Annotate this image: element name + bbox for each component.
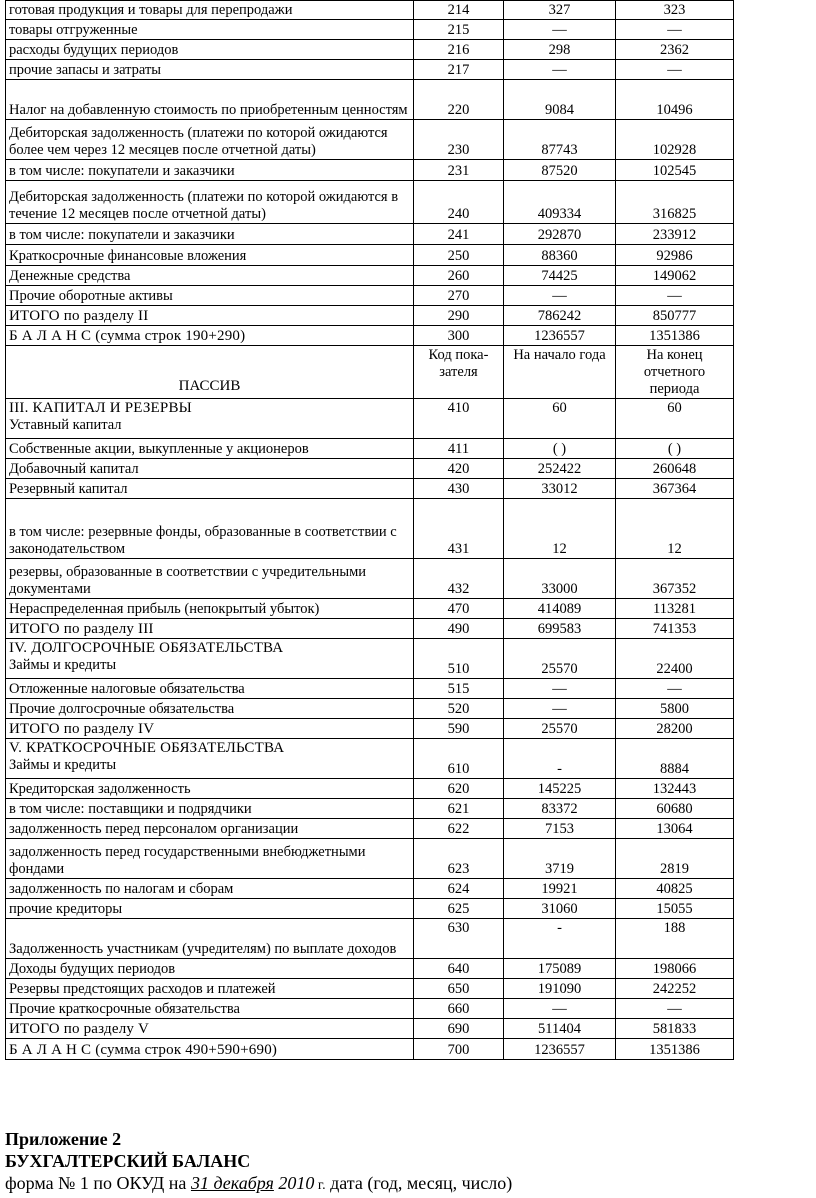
- row-code: 621: [414, 799, 504, 819]
- row-start: 786242: [504, 306, 616, 326]
- row-label: Отложенные налоговые обязательства: [6, 679, 414, 699]
- row-code: 230: [414, 120, 504, 160]
- row-start: 252422: [504, 459, 616, 479]
- row-start: 88360: [504, 245, 616, 266]
- row-code: 623: [414, 839, 504, 879]
- row-code: 410: [414, 399, 504, 439]
- row-label: задолженность по налогам и сборам: [6, 879, 414, 899]
- row-label: ИТОГО по разделу V: [6, 1019, 414, 1039]
- row-end: 367352: [616, 559, 734, 599]
- row-end: —: [616, 20, 734, 40]
- row-code: 650: [414, 979, 504, 999]
- row-code: 420: [414, 459, 504, 479]
- table-row: [6, 959, 734, 979]
- footer: [5, 1128, 512, 1197]
- form-prefix: форма № 1 по ОКУД на: [5, 1173, 191, 1193]
- row-start: —: [504, 999, 616, 1019]
- row-code: 620: [414, 779, 504, 799]
- table-row: [6, 879, 734, 899]
- table-row: [6, 559, 734, 599]
- row-end: 367364: [616, 479, 734, 499]
- row-start: 511404: [504, 1019, 616, 1039]
- table-row: [6, 1, 734, 20]
- row-end: 10496: [616, 80, 734, 120]
- row-label: ИТОГО по разделу III: [6, 619, 414, 639]
- row-label: [6, 399, 414, 439]
- row-code: 432: [414, 559, 504, 599]
- header-passive: ПАССИВ: [6, 346, 414, 399]
- table-row: [6, 160, 734, 181]
- row-code: 640: [414, 959, 504, 979]
- row-label: Прочие долгосрочные обязательства: [6, 699, 414, 719]
- form-g: г.: [314, 1178, 326, 1193]
- row-end: 198066: [616, 959, 734, 979]
- row-end: 316825: [616, 181, 734, 224]
- row-end: 102928: [616, 120, 734, 160]
- row-end: 15055: [616, 899, 734, 919]
- row-code: 625: [414, 899, 504, 919]
- row-end: 92986: [616, 245, 734, 266]
- table-row: [6, 459, 734, 479]
- row-label: [6, 639, 414, 679]
- row-end: 40825: [616, 879, 734, 899]
- table-row: [6, 919, 734, 959]
- row-label: Кредиторская задолженность: [6, 779, 414, 799]
- row-start: 175089: [504, 959, 616, 979]
- row-code: 470: [414, 599, 504, 619]
- table-row: [6, 979, 734, 999]
- row-code: 510: [414, 639, 504, 679]
- table-row: [6, 439, 734, 459]
- row-label: в том числе: резервные фонды, образованные в соответствии с законодательством: [6, 499, 414, 559]
- row-code: 260: [414, 266, 504, 286]
- section-heading: III. КАПИТАЛ И РЕЗЕРВЫ: [9, 400, 192, 416]
- row-code: 430: [414, 479, 504, 499]
- row-end: 113281: [616, 599, 734, 619]
- row-code: 610: [414, 739, 504, 779]
- row-code: 690: [414, 1019, 504, 1039]
- row-code: 624: [414, 879, 504, 899]
- assets-rows: [6, 1, 734, 346]
- table-row: [6, 739, 734, 779]
- row-start: —: [504, 60, 616, 80]
- balance-table: [5, 0, 734, 1060]
- row-label: Прочие оборотные активы: [6, 286, 414, 306]
- row-end: 188: [616, 919, 734, 959]
- row-start: 19921: [504, 879, 616, 899]
- row-end: 1351386: [616, 326, 734, 346]
- row-code: 217: [414, 60, 504, 80]
- row-code: 700: [414, 1039, 504, 1060]
- row-label: ИТОГО по разделу II: [6, 306, 414, 326]
- row-end: 8884: [616, 739, 734, 779]
- row-start: 31060: [504, 899, 616, 919]
- row-label: Краткосрочные финансовые вложения: [6, 245, 414, 266]
- row-label: в том числе: покупатели и заказчики: [6, 224, 414, 245]
- row-code: 214: [414, 1, 504, 20]
- row-start: 145225: [504, 779, 616, 799]
- row-end: 242252: [616, 979, 734, 999]
- row-label: Б А Л А Н С (сумма строк 490+590+690): [6, 1039, 414, 1060]
- row-label: Нераспределенная прибыль (непокрытый убыток): [6, 599, 414, 619]
- table-row: [6, 499, 734, 559]
- row-end: 13064: [616, 819, 734, 839]
- row-end: 12: [616, 499, 734, 559]
- liabilities-header: [6, 346, 734, 399]
- table-row: [6, 40, 734, 60]
- row-end: —: [616, 679, 734, 699]
- row-start: 191090: [504, 979, 616, 999]
- row-start: 292870: [504, 224, 616, 245]
- row-start: —: [504, 699, 616, 719]
- row-label: Собственные акции, выкупленные у акционеров: [6, 439, 414, 459]
- table-row: [6, 999, 734, 1019]
- table-row: [6, 224, 734, 245]
- row-code: 290: [414, 306, 504, 326]
- row-start: 25570: [504, 719, 616, 739]
- form-suffix: дата (год, месяц, число): [325, 1173, 513, 1193]
- row-label: [6, 739, 414, 779]
- table-row: [6, 599, 734, 619]
- row-start: 83372: [504, 799, 616, 819]
- row-label: Дебиторская задолженность (платежи по которой ожидаются в течение 12 месяцев после отчетной даты): [6, 181, 414, 224]
- row-end: 2819: [616, 839, 734, 879]
- row-start: —: [504, 679, 616, 699]
- table-row: [6, 266, 734, 286]
- row-label: Дебиторская задолженность (платежи по которой ожидаются более чем через 12 месяцев после отчетной даты): [6, 120, 414, 160]
- row-end: 60680: [616, 799, 734, 819]
- row-label: резервы, образованные в соответствии с учредительными документами: [6, 559, 414, 599]
- table-row: [6, 679, 734, 699]
- liabilities-rows: [6, 399, 734, 1060]
- row-start: 327: [504, 1, 616, 20]
- section-heading: IV. ДОЛГОСРОЧНЫЕ ОБЯЗАТЕЛЬСТВА: [9, 640, 284, 656]
- table-row: [6, 326, 734, 346]
- row-end: 741353: [616, 619, 734, 639]
- table-row: [6, 60, 734, 80]
- row-end: 581833: [616, 1019, 734, 1039]
- table-row: [6, 779, 734, 799]
- row-code: 660: [414, 999, 504, 1019]
- row-code: 622: [414, 819, 504, 839]
- form-line: [5, 1173, 512, 1193]
- row-start: 414089: [504, 599, 616, 619]
- row-start: 409334: [504, 181, 616, 224]
- row-code: 220: [414, 80, 504, 120]
- row-start: -: [504, 739, 616, 779]
- row-label: Налог на добавленную стоимость по приобретенным ценностям: [6, 80, 414, 120]
- row-end: 5800: [616, 699, 734, 719]
- row-code: 250: [414, 245, 504, 266]
- row-end: —: [616, 60, 734, 80]
- table-row: [6, 619, 734, 639]
- table-row: [6, 839, 734, 879]
- row-start: 699583: [504, 619, 616, 639]
- row-end: 28200: [616, 719, 734, 739]
- row-code: 241: [414, 224, 504, 245]
- table-row: [6, 819, 734, 839]
- row-start: —: [504, 286, 616, 306]
- row-end: 149062: [616, 266, 734, 286]
- row-code: 490: [414, 619, 504, 639]
- row-start: 33000: [504, 559, 616, 599]
- appendix-label: Приложение 2: [5, 1129, 122, 1149]
- row-start: —: [504, 20, 616, 40]
- row-label: Резервы предстоящих расходов и платежей: [6, 979, 414, 999]
- row-end: —: [616, 999, 734, 1019]
- document-title: БУХГАЛТЕРСКИЙ БАЛАНС: [5, 1151, 251, 1171]
- table-row: [6, 181, 734, 224]
- table-row: [6, 80, 734, 120]
- table-row: [6, 306, 734, 326]
- table-row: [6, 286, 734, 306]
- row-end: 2362: [616, 40, 734, 60]
- row-start: 1236557: [504, 326, 616, 346]
- row-end: ( ): [616, 439, 734, 459]
- table-row: [6, 20, 734, 40]
- row-label: Б А Л А Н С (сумма строк 190+290): [6, 326, 414, 346]
- row-label: ИТОГО по разделу IV: [6, 719, 414, 739]
- row-label: Резервный капитал: [6, 479, 414, 499]
- header-end: На конец отчетного периода: [616, 346, 734, 399]
- row-label: Задолженность участникам (учредителям) по выплате доходов: [6, 919, 414, 959]
- row-start: 60: [504, 399, 616, 439]
- row-start: 25570: [504, 639, 616, 679]
- table-row: [6, 479, 734, 499]
- row-sublabel: Займы и кредиты: [9, 657, 117, 673]
- row-code: 215: [414, 20, 504, 40]
- row-start: 298: [504, 40, 616, 60]
- row-end: 323: [616, 1, 734, 20]
- table-row: [6, 1019, 734, 1039]
- row-label: Добавочный капитал: [6, 459, 414, 479]
- row-code: 520: [414, 699, 504, 719]
- table-row: [6, 639, 734, 679]
- row-code: 590: [414, 719, 504, 739]
- row-sublabel: Займы и кредиты: [9, 757, 117, 773]
- header-start: На начало года: [504, 346, 616, 399]
- header-code: Код пока-зателя: [414, 346, 504, 399]
- row-label: товары отгруженные: [6, 20, 414, 40]
- row-end: 233912: [616, 224, 734, 245]
- row-start: 74425: [504, 266, 616, 286]
- row-label: расходы будущих периодов: [6, 40, 414, 60]
- row-start: 7153: [504, 819, 616, 839]
- row-start: 1236557: [504, 1039, 616, 1060]
- row-label: прочие кредиторы: [6, 899, 414, 919]
- row-code: 216: [414, 40, 504, 60]
- row-sublabel: Уставный капитал: [9, 417, 122, 433]
- row-start: 87520: [504, 160, 616, 181]
- row-start: 33012: [504, 479, 616, 499]
- table-row: [6, 120, 734, 160]
- row-code: 431: [414, 499, 504, 559]
- row-code: 411: [414, 439, 504, 459]
- row-start: 9084: [504, 80, 616, 120]
- table-row: [6, 719, 734, 739]
- row-code: 630: [414, 919, 504, 959]
- table-row: [6, 1039, 734, 1060]
- table-row: [6, 899, 734, 919]
- table-row: [6, 399, 734, 439]
- row-end: 1351386: [616, 1039, 734, 1060]
- row-end: 102545: [616, 160, 734, 181]
- row-label: в том числе: покупатели и заказчики: [6, 160, 414, 181]
- row-end: 22400: [616, 639, 734, 679]
- row-label: в том числе: поставщики и подрядчики: [6, 799, 414, 819]
- row-code: 231: [414, 160, 504, 181]
- row-end: 132443: [616, 779, 734, 799]
- row-start: 87743: [504, 120, 616, 160]
- row-label: Денежные средства: [6, 266, 414, 286]
- table-header-row: [6, 346, 734, 399]
- row-label: задолженность перед персоналом организации: [6, 819, 414, 839]
- table-row: [6, 699, 734, 719]
- row-end: 260648: [616, 459, 734, 479]
- row-start: 12: [504, 499, 616, 559]
- row-label: Доходы будущих периодов: [6, 959, 414, 979]
- row-end: 850777: [616, 306, 734, 326]
- row-code: 300: [414, 326, 504, 346]
- table-row: [6, 245, 734, 266]
- row-code: 270: [414, 286, 504, 306]
- row-label: готовая продукция и товары для перепродажи: [6, 1, 414, 20]
- form-year: 2010: [273, 1173, 315, 1193]
- row-code: 240: [414, 181, 504, 224]
- row-label: задолженность перед государственными внебюджетными фондами: [6, 839, 414, 879]
- row-label: Прочие краткосрочные обязательства: [6, 999, 414, 1019]
- row-end: 60: [616, 399, 734, 439]
- row-end: —: [616, 286, 734, 306]
- row-label: прочие запасы и затраты: [6, 60, 414, 80]
- row-start: 3719: [504, 839, 616, 879]
- row-start: ( ): [504, 439, 616, 459]
- form-date: 31 декабря: [190, 1173, 274, 1193]
- row-code: 515: [414, 679, 504, 699]
- row-start: -: [504, 919, 616, 959]
- table-row: [6, 799, 734, 819]
- section-heading: V. КРАТКОСРОЧНЫЕ ОБЯЗАТЕЛЬСТВА: [9, 740, 285, 756]
